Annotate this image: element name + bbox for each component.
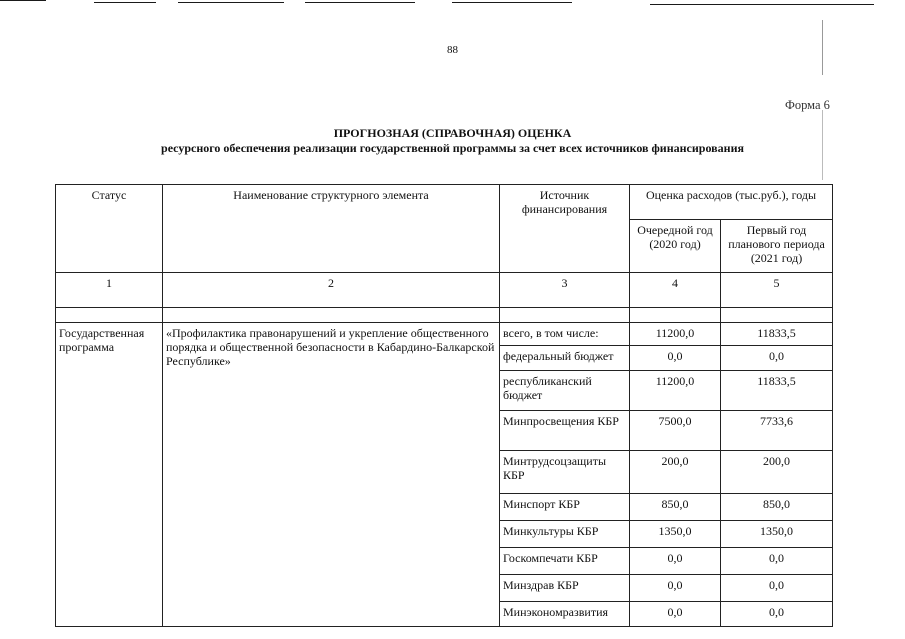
header-year-2021: Первый год планового периода (2021 год) <box>721 220 833 273</box>
value-2020-cell: 1350,0 <box>630 521 721 548</box>
title-line-sub: ресурсного обеспечения реализации государственной программы за счет всех источников финансирования <box>161 141 744 155</box>
value-2021-cell: 1350,0 <box>721 521 833 548</box>
value-2020-cell: 850,0 <box>630 494 721 521</box>
value-2021-cell: 11833,5 <box>721 371 833 411</box>
source-cell: Минздрав КБР <box>500 575 630 602</box>
source-cell: Госкомпечати КБР <box>500 548 630 575</box>
scan-artifact-line <box>94 2 156 3</box>
page-number: 88 <box>447 44 458 56</box>
value-2020-cell: 11200,0 <box>630 371 721 411</box>
value-2020-cell: 200,0 <box>630 451 721 494</box>
source-cell: Минэкономразвития <box>500 602 630 627</box>
column-number: 2 <box>163 273 500 308</box>
source-cell: Минкультуры КБР <box>500 521 630 548</box>
spacer-row <box>56 308 833 323</box>
value-2020-cell: 0,0 <box>630 602 721 627</box>
value-2020-cell: 0,0 <box>630 548 721 575</box>
program-name-cell: «Профилактика правонарушений и укрепление общественного порядка и общественной безопасности в Кабардино-Балкарской Республике» <box>163 323 500 627</box>
value-2020-cell: 11200,0 <box>630 323 721 346</box>
source-cell: всего, в том числе: <box>500 323 630 346</box>
value-2021-cell: 0,0 <box>721 346 833 371</box>
value-2021-cell: 0,0 <box>721 602 833 627</box>
value-2020-cell: 0,0 <box>630 346 721 371</box>
header-financing-source: Источник финансирования <box>500 185 630 273</box>
value-2021-cell: 200,0 <box>721 451 833 494</box>
column-number: 3 <box>500 273 630 308</box>
scan-artifact-line <box>452 2 572 3</box>
source-cell: Минпросвещения КБР <box>500 411 630 451</box>
form-label: Форма 6 <box>785 98 830 112</box>
source-cell: Минтрудсоцзащиты КБР <box>500 451 630 494</box>
status-cell: Государственная программа <box>56 323 163 627</box>
source-cell: Минспорт КБР <box>500 494 630 521</box>
header-year-2020: Очередной год (2020 год) <box>630 220 721 273</box>
scan-artifact-line <box>178 2 284 3</box>
scan-artifact-line <box>0 0 46 1</box>
value-2021-cell: 7733,6 <box>721 411 833 451</box>
value-2020-cell: 0,0 <box>630 575 721 602</box>
column-number: 5 <box>721 273 833 308</box>
value-2020-cell: 7500,0 <box>630 411 721 451</box>
scan-artifact-line <box>305 2 415 3</box>
value-2021-cell: 11833,5 <box>721 323 833 346</box>
header-expense-estimate: Оценка расходов (тыс.руб.), годы <box>630 185 833 220</box>
value-2021-cell: 850,0 <box>721 494 833 521</box>
value-2021-cell: 0,0 <box>721 548 833 575</box>
source-cell: федеральный бюджет <box>500 346 630 371</box>
column-number: 1 <box>56 273 163 308</box>
title-line-main: ПРОГНОЗНАЯ (СПРАВОЧНАЯ) ОЦЕНКА <box>333 126 572 140</box>
value-2021-cell: 0,0 <box>721 575 833 602</box>
column-number: 4 <box>630 273 721 308</box>
table-row <box>56 323 833 346</box>
source-cell: республиканский бюджет <box>500 371 630 411</box>
document-title <box>0 126 905 156</box>
header-structural-element: Наименование структурного элемента <box>163 185 500 273</box>
forecast-table <box>55 184 833 627</box>
scan-artifact-line <box>650 4 874 5</box>
header-status: Статус <box>56 185 163 273</box>
